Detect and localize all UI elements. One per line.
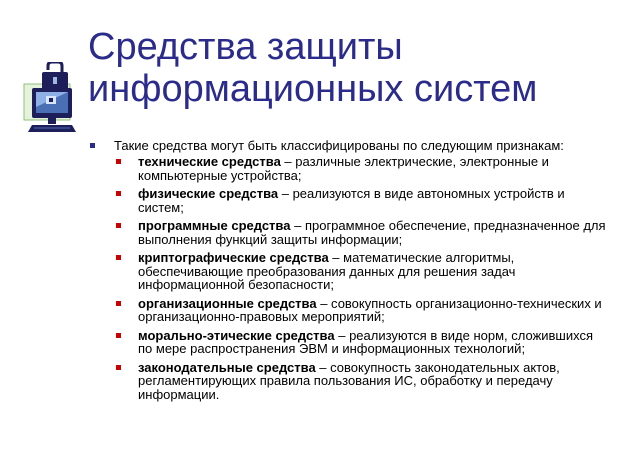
title-line-2: информационных систем — [88, 68, 538, 110]
list-item — [90, 297, 614, 324]
item-description: – различные электрические, электронные и компьютерные устройства; — [138, 154, 549, 183]
classification-list — [90, 155, 614, 401]
slide-content — [90, 138, 614, 406]
item-term: организационные средства — [138, 295, 317, 311]
intro-text: Такие средства могут быть классифицированы по следующим признакам: — [114, 138, 564, 153]
list-item — [90, 329, 614, 356]
item-description: – математические алгоритмы, обеспечивающие преобразования данных для решения задач информационной безопасности; — [138, 250, 516, 292]
item-term: морально-этические средства — [138, 327, 335, 343]
title-line-1: Средства защиты — [88, 26, 403, 68]
list-item — [90, 361, 614, 402]
red-square-bullet-icon — [116, 301, 121, 306]
list-item — [90, 219, 614, 246]
item-term: программные средства — [138, 218, 291, 233]
item-term: физические средства — [138, 186, 279, 201]
square-bullet-icon — [90, 143, 95, 148]
intro-item — [90, 138, 614, 153]
red-square-bullet-icon — [116, 365, 121, 370]
item-term: криптографические средства — [138, 250, 329, 265]
red-square-bullet-icon — [116, 333, 121, 338]
item-description: – реализуются в виде автономных устройств и систем; — [138, 186, 565, 215]
item-term: законодательные средства — [138, 359, 316, 375]
red-square-bullet-icon — [116, 223, 121, 228]
list-item — [90, 187, 614, 214]
computer-security-lock-icon — [22, 62, 82, 138]
item-term: технические средства — [138, 154, 281, 169]
red-square-bullet-icon — [116, 191, 121, 196]
slide-title — [88, 26, 608, 110]
red-square-bullet-icon — [116, 255, 121, 260]
list-item — [90, 155, 614, 182]
item-description: – программное обеспечение, предназначенное для выполнения функций защиты информации; — [138, 218, 606, 247]
item-description: – совокупность организационно-технических и организационно-правовых мероприятий; — [138, 295, 602, 324]
red-square-bullet-icon — [116, 159, 121, 164]
item-description: – реализуются в виде норм, сложившихся по мере распространения ЭВМ и информационных технологий; — [138, 327, 594, 356]
item-description: – совокупность законодательных актов, регламентирующих правила пользования ИС, обработку и передачу информации. — [138, 359, 560, 402]
list-item — [90, 251, 614, 292]
